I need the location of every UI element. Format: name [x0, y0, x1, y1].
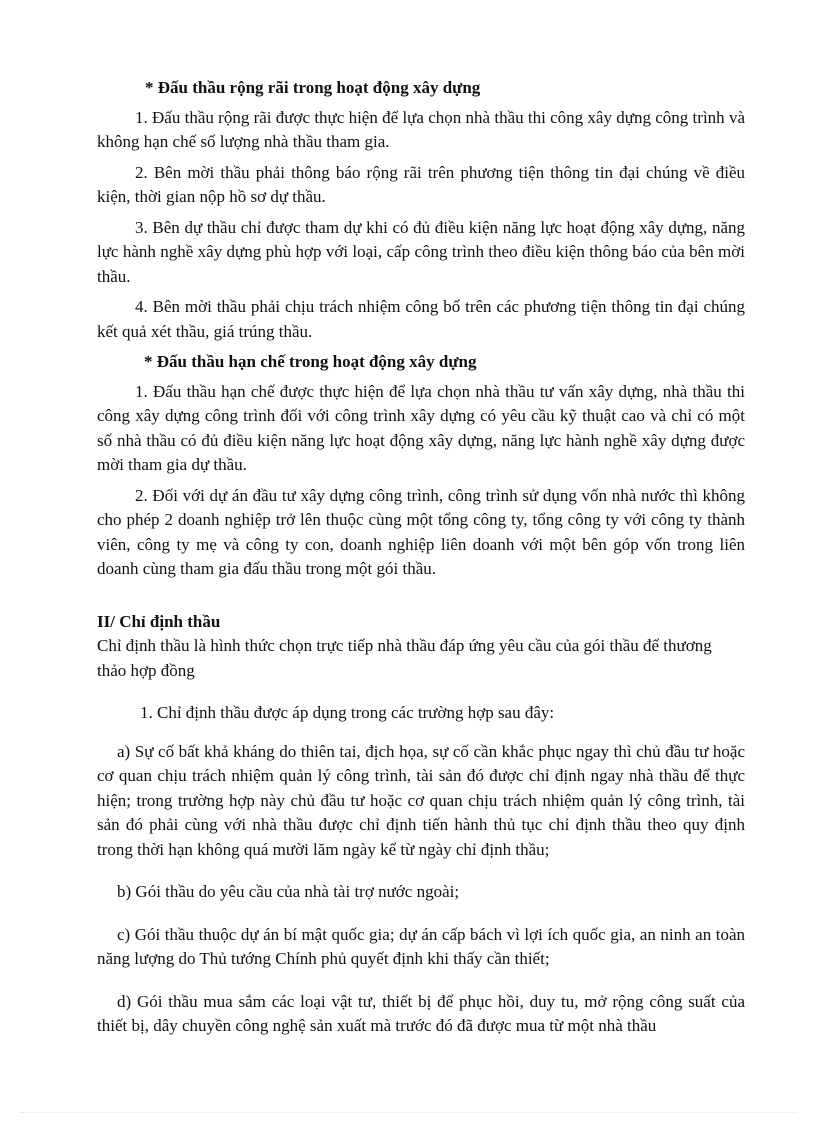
list-item: a) Sự cố bất khả kháng do thiên tai, địch họa, sự cố cần khắc phục ngay thì chủ đầu tư hoặc cơ quan chịu trách nhiệm quản lý công trình, tài sản đó được chỉ định ngay nhà thầu để thực hiện; trong trường hợp này chủ đầu tư hoặc cơ quan chịu trách nhiệm quản lý công trình, tài sản đó phải cùng với nhà thầu được chỉ định tiến hành thủ tục chỉ định thầu theo quy định trong thời hạn không quá mười lăm ngày kể từ ngày chỉ định thầu; — [97, 741, 745, 859]
list-item: d) Gói thầu mua sắm các loại vật tư, thiết bị để phục hồi, duy tu, mở rộng công suất của thiết bị, dây chuyền công nghệ sản xuất mà trước đó đã được mua từ một nhà thầu — [97, 991, 745, 1035]
section-title: II/ Chỉ định thầu — [97, 611, 221, 631]
paragraph: 3. Bên dự thầu chỉ được tham dự khi có đủ điều kiện năng lực hoạt động xây dựng, năng lực hành nghề xây dựng phù hợp với loại, cấp công trình theo điều kiện thông báo của bên mời thầu. — [97, 217, 745, 286]
section-direct-appointment — [97, 610, 745, 1039]
list-item: b) Gói thầu do yêu cầu của nhà tài trợ nước ngoài; — [117, 882, 460, 901]
paragraph: 2. Bên mời thầu phải thông báo rộng rãi trên phương tiện thông tin đại chúng về điều kiện, thời gian nộp hồ sơ dự thầu. — [97, 162, 745, 206]
document-page — [97, 76, 745, 1057]
paragraph: 1. Đấu thầu rộng rãi được thực hiện để lựa chọn nhà thầu thi công xây dựng công trình và không hạn chế số lượng nhà thầu tham gia. — [97, 107, 745, 151]
list-intro: 1. Chỉ định thầu được áp dụng trong các trường hợp sau đây: — [140, 703, 555, 722]
page-bottom-divider — [20, 1112, 796, 1113]
list-item: c) Gói thầu thuộc dự án bí mật quốc gia; dự án cấp bách vì lợi ích quốc gia, an ninh an toàn năng lượng do Thủ tướng Chính phủ quyết định khi thấy cần thiết; — [97, 924, 745, 968]
definition-text: Chỉ định thầu là hình thức chọn trực tiếp nhà thầu đáp ứng yêu cầu của gói thầu để thương thảo hợp đồng — [97, 636, 712, 680]
paragraph: 2. Đối với dự án đầu tư xây dựng công trình, công trình sử dụng vốn nhà nước thì không cho phép 2 doanh nghiệp trở lên thuộc cùng một tổng công ty, tổng công ty với công ty thành viên, công ty mẹ và công ty con, doanh nghiệp liên doanh với một bên góp vốn trong liên doanh cùng tham gia đấu thầu trong một gói thầu. — [97, 485, 745, 578]
paragraph: 1. Đấu thầu hạn chế được thực hiện để lựa chọn nhà thầu tư vấn xây dựng, nhà thầu thi công xây dựng công trình đối với công trình xây dựng có yêu cầu kỹ thuật cao và chỉ có một số nhà thầu có đủ điều kiện năng lực hoạt động xây dựng, năng lực hành nghề xây dựng được mời tham gia dự thầu. — [97, 381, 745, 474]
heading-limited-bidding: * Đấu thầu hạn chế trong hoạt động xây dựng — [144, 352, 477, 371]
heading-open-bidding: * Đấu thầu rộng rãi trong hoạt động xây dựng — [145, 78, 481, 97]
paragraph: 4. Bên mời thầu phải chịu trách nhiệm công bố trên các phương tiện thông tin đại chúng kết quả xét thầu, giá trúng thầu. — [97, 297, 745, 341]
